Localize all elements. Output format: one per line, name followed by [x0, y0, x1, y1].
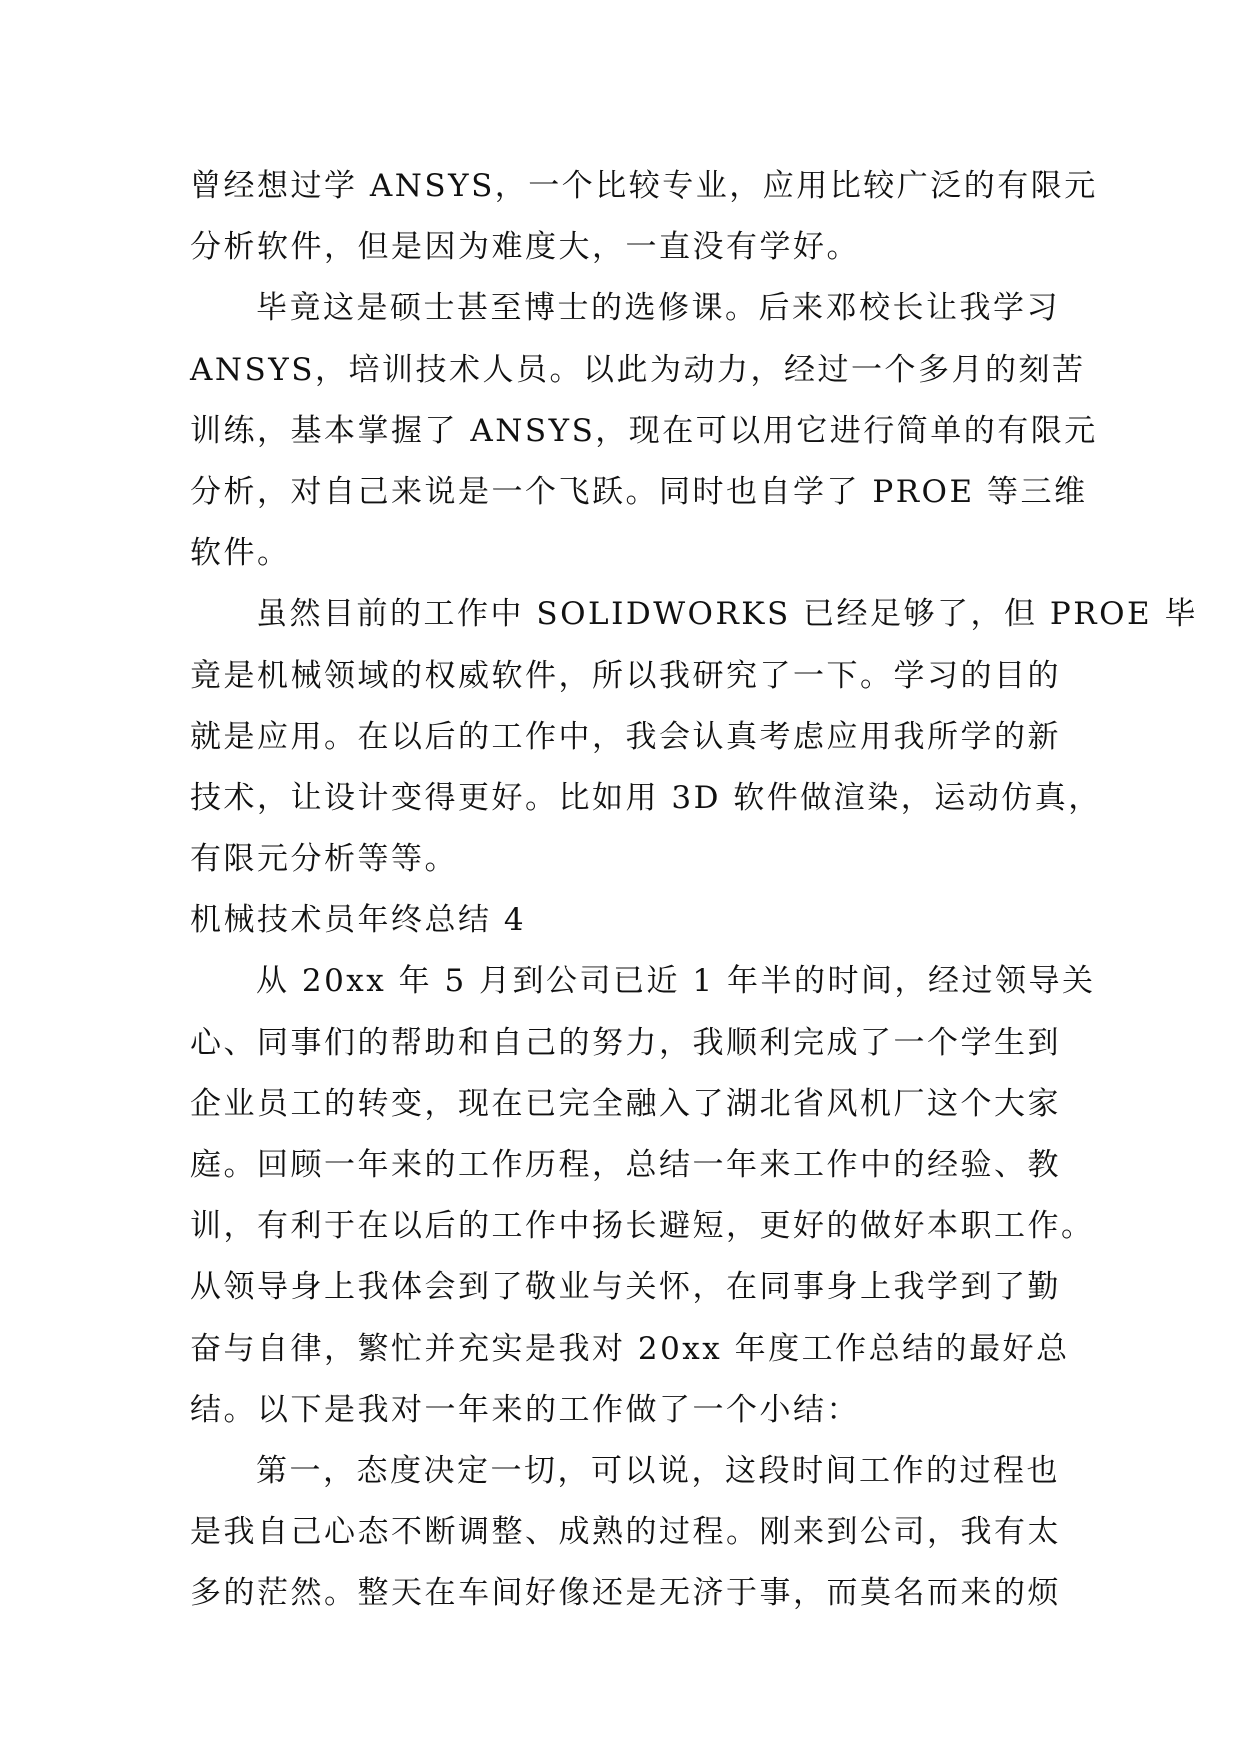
- text-line: 有限元分析等等。: [190, 841, 458, 878]
- section-heading: 机械技术员年终总结 4: [190, 902, 527, 939]
- text-line: 企业员工的转变，现在已完全融入了湖北省风机厂这个大家: [190, 1085, 1061, 1122]
- text-line: 结。以下是我对一年来的工作做了一个小结：: [190, 1391, 860, 1428]
- text-line: 软件。: [190, 535, 291, 572]
- document-body: [190, 156, 1199, 1625]
- text-line: 第一，态度决定一切，可以说，这段时间工作的过程也: [256, 1452, 1060, 1489]
- text-line: 分析软件，但是因为难度大，一直没有学好。: [190, 229, 860, 266]
- text-line: 心、同事们的帮助和自己的努力，我顺利完成了一个学生到: [190, 1024, 1061, 1061]
- text-line: 竟是机械领域的权威软件，所以我研究了一下。学习的目的: [190, 657, 1061, 694]
- text-line: 从 20xx 年 5 月到公司已近 1 年半的时间，经过领导关: [256, 963, 1096, 1000]
- text-line: ANSYS，培训技术人员。以此为动力，经过一个多月的刻苦: [190, 351, 1086, 388]
- text-line: 是我自己心态不断调整、成熟的过程。刚来到公司，我有太: [190, 1514, 1061, 1551]
- text-line: 虽然目前的工作中 SOLIDWORKS 已经足够了，但 PROE 毕: [256, 596, 1199, 633]
- text-line: 训练，基本掌握了 ANSYS，现在可以用它进行简单的有限元: [190, 412, 1098, 449]
- text-line: 奋与自律，繁忙并充实是我对 20xx 年度工作总结的最好总: [190, 1330, 1070, 1367]
- text-line: 毕竟这是硕士甚至博士的选修课。后来邓校长让我学习: [256, 290, 1060, 327]
- text-line: 庭。回顾一年来的工作历程，总结一年来工作中的经验、教: [190, 1147, 1061, 1183]
- text-line: 就是应用。在以后的工作中，我会认真考虑应用我所学的新: [190, 718, 1061, 755]
- text-line: 曾经想过学 ANSYS，一个比较专业，应用比较广泛的有限元: [190, 168, 1098, 204]
- text-line: 训，有利于在以后的工作中扬长避短，更好的做好本职工作。: [190, 1208, 1095, 1245]
- text-line: 分析，对自己来说是一个飞跃。同时也自学了 PROE 等三维: [190, 473, 1088, 510]
- text-line: 多的茫然。整天在车间好像还是无济于事，而莫名而来的烦: [190, 1575, 1061, 1612]
- text-line: 技术，让设计变得更好。比如用 3D 软件做渲染，运动仿真，: [190, 779, 1102, 816]
- text-line: 从领导身上我体会到了敬业与关怀，在同事身上我学到了勤: [190, 1269, 1061, 1306]
